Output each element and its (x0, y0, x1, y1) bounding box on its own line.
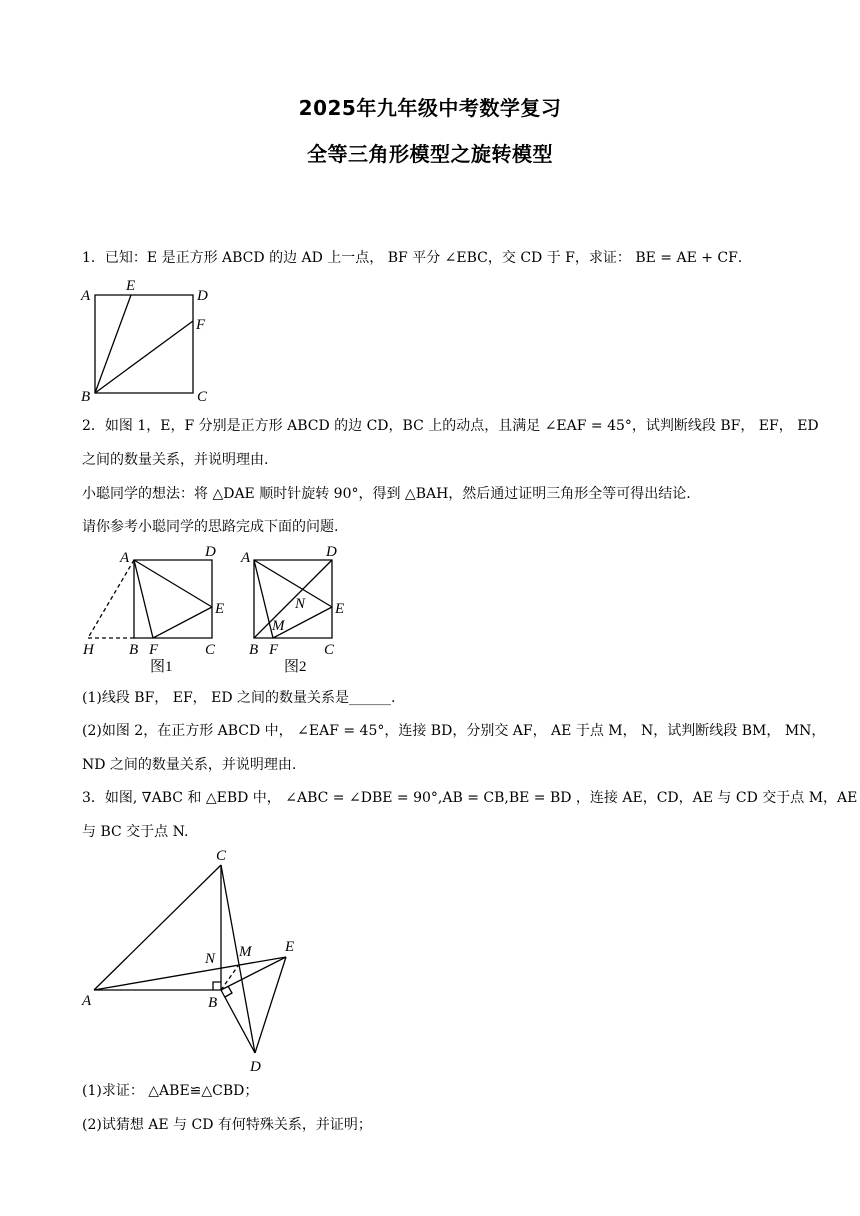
label-h: H (83, 642, 94, 658)
label-b: B (208, 995, 218, 1011)
segment-ef (153, 607, 212, 638)
question-2-part-2-line-2: ND 之间的数量关系，并说明理由. (82, 757, 297, 773)
label-f: F (269, 642, 279, 658)
label-n: N (205, 951, 216, 967)
label-e: E (215, 601, 225, 617)
question-2-line-3: 小聪同学的想法：将 △DAE 顺时针旋转 90°，得到 △BAH，然后通过证明三角形全等可得出结论. (82, 486, 691, 502)
segment-be (95, 295, 131, 393)
question-2-figure-2 (238, 540, 368, 680)
segment-bd (254, 560, 332, 638)
label-c: C (216, 848, 227, 864)
label-f: F (196, 317, 206, 333)
label-b: B (129, 642, 139, 658)
figure-1-caption: 图1 (150, 659, 173, 675)
label-e: E (126, 278, 136, 294)
question-3-part-2: (2)试猜想 AE 与 CD 有何特殊关系，并证明； (82, 1117, 372, 1133)
question-3-line-1: 3．如图, ∇ABC 和 △EBD 中， ∠ABC = ∠DBE = 90°,AB = CB,BE = BD ，连接 AE，CD，AE 与 CD 交于点 M，AE (82, 790, 858, 806)
label-b: B (249, 642, 259, 658)
document-subtitle: 全等三角形模型之旋转模型 (307, 142, 553, 166)
label-c: C (324, 642, 335, 658)
label-e: E (335, 601, 345, 617)
label-b: B (81, 389, 91, 405)
label-d: D (205, 544, 216, 560)
segment-ed (255, 957, 286, 1053)
label-d: D (250, 1059, 261, 1075)
segment-ae (134, 560, 212, 607)
label-n: N (295, 596, 306, 612)
label-a: A (81, 288, 91, 304)
label-d: D (326, 544, 337, 560)
question-1-figure (78, 275, 223, 405)
label-f: F (149, 642, 159, 658)
label-a: A (82, 993, 92, 1009)
label-a: A (120, 550, 130, 566)
question-2-line-4: 请你参考小聪同学的思路完成下面的问题. (82, 519, 339, 535)
segment-ah-dashed (88, 560, 134, 638)
segment-af (254, 560, 273, 638)
label-m: M (239, 944, 252, 960)
question-3-line-2: 与 BC 交于点 N. (82, 824, 189, 840)
label-a: A (241, 550, 251, 566)
question-2-part-2-line-1: (2)如图 2，在正方形 ABCD 中， ∠EAF = 45°，连接 BD，分别交 AF， AE 于点 M， N，试判断线段 BM， MN， (82, 723, 826, 739)
question-2-figure-1 (78, 540, 238, 680)
segment-bf (95, 321, 193, 393)
figure-2-caption: 图2 (284, 659, 307, 675)
square-abcd (134, 560, 212, 638)
question-3-figure (78, 845, 318, 1075)
square-abcd (95, 295, 193, 393)
question-2-part-1: (1)线段 BF， EF， ED 之间的数量关系是______. (82, 690, 396, 706)
question-2-line-1: 2．如图 1，E，F 分别是正方形 ABCD 的边 CD，BC 上的动点，且满足 ∠EAF = 45°，试判断线段 BF， EF， ED (82, 418, 819, 434)
question-2-line-2: 之间的数量关系，并说明理由. (82, 452, 269, 468)
segment-af (134, 560, 153, 638)
label-d: D (197, 288, 208, 304)
label-c: C (205, 642, 216, 658)
label-e: E (285, 939, 295, 955)
document-title: 2025年九年级中考数学复习 (298, 96, 562, 120)
segment-ae (254, 560, 332, 607)
question-3-part-1: (1)求证： △ABE≌△CBD； (82, 1083, 259, 1099)
right-angle-mark-abc (213, 982, 221, 990)
question-1-text: 1．已知：E 是正方形 ABCD 的边 AD 上一点， BF 平分 ∠EBC，交 CD 于 F，求证： BE = AE + CF． (82, 250, 752, 266)
label-m: M (272, 618, 285, 634)
label-c: C (197, 389, 208, 405)
